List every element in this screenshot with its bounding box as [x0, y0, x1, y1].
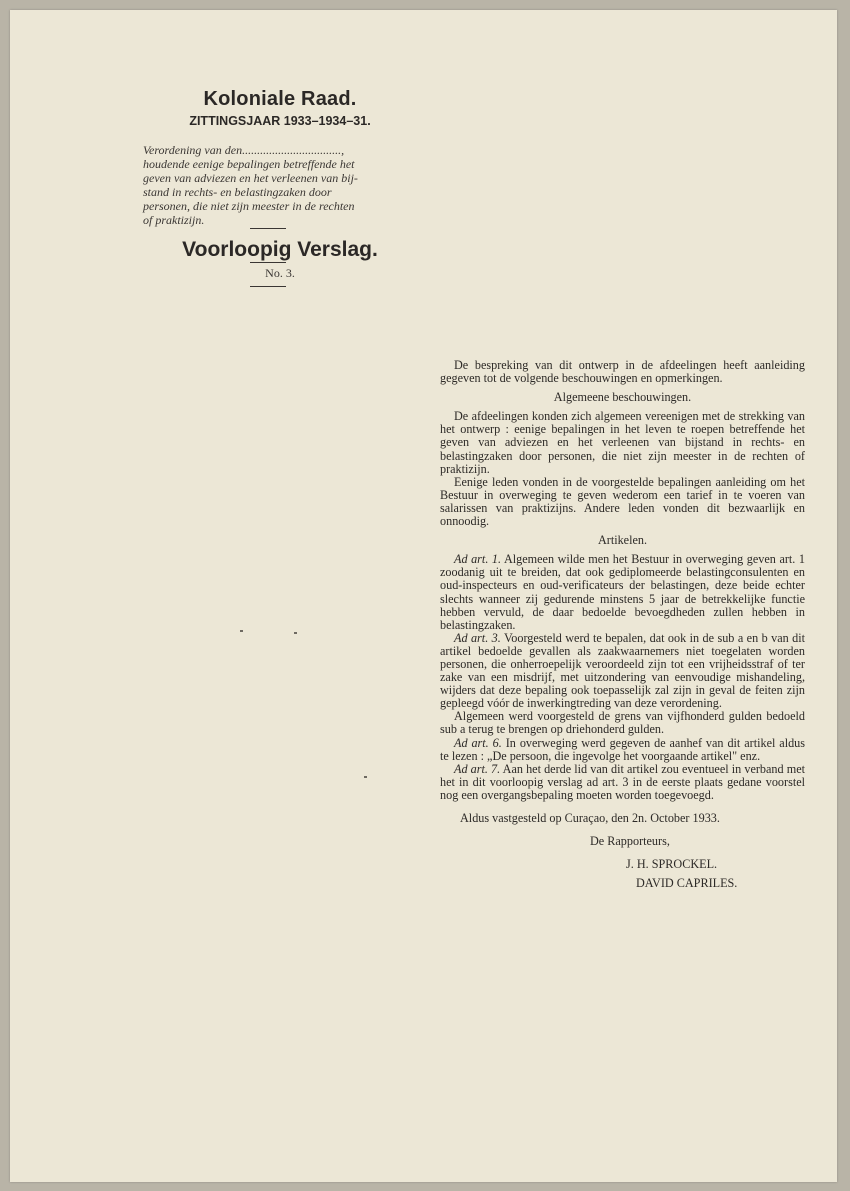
speck: [364, 776, 367, 778]
article-paragraph: [440, 553, 805, 632]
subject-line: geven van adviezen en het verleenen van bij-: [143, 171, 358, 185]
article-paragraph: [440, 763, 805, 802]
council-title: Koloniale Raad.: [203, 88, 357, 110]
section-heading-general: Algemeene beschouwingen.: [553, 390, 692, 405]
document-page: [10, 10, 837, 1182]
article-text: Algemeen wilde men het Bestuur in overweging geven art. 1 zoodanig uit te breiden, dat ook gediplomeerde belastingconsulenten en oud-inspecteurs en oud-verificateurs der belastingen, deze beide echter slechts wanneer zij gedurende minstens 5 jaar de betrekkelijke functie hebben vervuld, de daar bedoelde bevoegdheden zullen hebben in belastingzaken.: [440, 552, 805, 632]
subject-line: of praktizijn.: [143, 213, 205, 227]
article-label: Ad art. 7.: [454, 761, 501, 776]
article-label: Ad art. 3.: [454, 630, 501, 645]
divider: [250, 286, 286, 287]
signatory: J. H. SPROCKEL.: [626, 857, 718, 872]
subject-line: stand in rechts- en belastingzaken door: [143, 185, 332, 199]
divider: [250, 262, 286, 263]
section-heading-articles: Artikelen.: [597, 533, 648, 548]
article-paragraph: [440, 737, 805, 763]
article-label: Ad art. 1.: [454, 552, 502, 567]
report-title: Voorloopig Verslag.: [182, 238, 378, 261]
speck: [294, 632, 297, 634]
intro-paragraph: De bespreking van dit ontwerp in de afdeelingen heeft aanleiding gegeven tot de volgende beschouwingen en opmerkingen.: [440, 358, 805, 386]
general-paragraph: Eenige leden vonden in de voorgestelde bepalingen aanleiding om het Bestuur in overweging te geven wederom een tarief in te voeren van salarissen van praktizijns. Andere leden vonden dit bezwaarlijk en onnoodig.: [440, 474, 805, 529]
subject-line: personen, die niet zijn meester in de rechten: [143, 199, 355, 213]
article-label: Ad art. 6.: [454, 735, 502, 750]
report-body: [440, 359, 805, 890]
session-year: ZITTINGSJAAR 1933–1934–31.: [189, 114, 371, 128]
report-number: No. 3.: [265, 266, 295, 280]
article-paragraph: [440, 632, 805, 711]
regulation-subject: [143, 143, 400, 227]
closing-line: Aldus vastgesteld op Curaçao, den 2n. October 1933.: [460, 811, 720, 825]
article-text: Aan het derde lid van dit artikel zou eventueel in verband met het in dit voorloopig verslag ad art. 3 in de eerste plaats gedane voorstel nog een overgangsbepaling moeten worden toegevoegd.: [440, 761, 806, 802]
article-text: Voorgesteld werd te bepalen, dat ook in de sub a en b van dit artikel bedoelde gevallen als zaakwaarnemers niet toegelaten worden personen, die onherroepelijk veroordeeld zijn tot een vrijheidsstraf of ter zake van een misdrijf, met uitzondering van eenvoudige mishandeling, wijders dat deze bepaling ook toepasselijk zal zijn in geval de feiten zijn gepleegd vóór de inwerkingtreding van deze verordening.: [440, 630, 806, 711]
rapporteurs-label: De Rapporteurs,: [590, 834, 670, 849]
article-text: In overweging werd gegeven de aanhef van dit artikel aldus te lezen : „De persoon, die ingevolge het voorgaande artikel" enz.: [440, 735, 806, 763]
signatory: DAVID CAPRILES.: [636, 876, 738, 891]
general-paragraph: De afdeelingen konden zich algemeen vereenigen met de strekking van het ontwerp : eenige bepalingen in het leven te roepen betreffende het geven van adviezen en het verleenen van bijstand in rechts- en belastingzaken door personen, die niet zijn meester in de rechten of praktizijn.: [440, 409, 805, 476]
subject-line: houdende eenige bepalingen betreffende het: [143, 157, 355, 171]
speck: [240, 630, 243, 632]
article-paragraph: Algemeen werd voorgesteld de grens van vijfhonderd gulden bedoeld sub a terug te brengen op driehonderd gulden.: [440, 709, 805, 737]
subject-line: Verordening van den.................................,: [143, 143, 345, 157]
divider: [250, 228, 286, 229]
